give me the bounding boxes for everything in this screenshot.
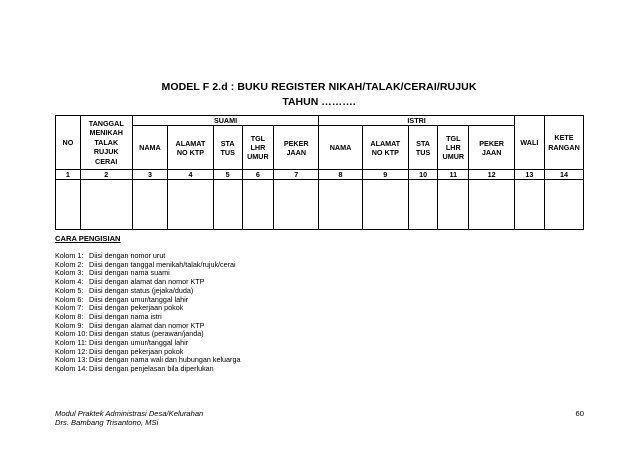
list-item: Kolom 8: Diisi dengan nama istri — [55, 311, 162, 321]
list-item: Kolom 11: Diisi dengan umur/tanggal lahir — [55, 338, 189, 348]
header-istri: ISTRI — [319, 116, 514, 126]
col-num-9: 9 — [362, 170, 408, 180]
col-num-3: 3 — [132, 170, 168, 180]
list-item: Kolom 1: Diisi dengan nomor urut — [55, 251, 166, 260]
header-wali: WALI — [514, 116, 544, 170]
col-num-12: 12 — [469, 170, 514, 180]
list-item: Kolom 10: Diisi dengan status (perawan/janda) — [55, 329, 204, 339]
header-suami-alamat: ALAMAT NO KTP — [168, 126, 213, 170]
document-title: MODEL F 2.d : BUKU REGISTER NIKAH/TALAK/CERAI/RUJUK — [161, 81, 477, 93]
col-num-4: 4 — [168, 170, 213, 180]
header-istri-pekerjaan: PEKER JAAN — [469, 126, 514, 170]
col-num-2: 2 — [80, 170, 132, 180]
col-num-5: 5 — [213, 170, 242, 180]
header-istri-tgl-lahir: TGL LHR UMUR — [438, 126, 469, 170]
footer — [55, 409, 203, 427]
col-num-10: 10 — [409, 170, 438, 180]
list-item: Kolom 12: Diisi dengan pekerjaan pokok — [55, 346, 184, 356]
empty-data-row — [56, 180, 584, 230]
list-item: Kolom 9: Diisi dengan alamat dan nomor KTP — [55, 320, 205, 330]
col-num-7: 7 — [274, 170, 319, 180]
header-keterangan: KETE RANGAN — [545, 116, 584, 170]
col-num-13: 13 — [514, 170, 544, 180]
document-year: TAHUN ………. — [282, 96, 356, 108]
list-item: Kolom 6: Diisi dengan umur/tanggal lahir — [55, 294, 189, 304]
col-num-8: 8 — [319, 170, 362, 180]
header-suami-status: STA TUS — [213, 126, 242, 170]
list-item: Kolom 2: Diisi dengan tanggal menikah/talak/rujuk/cerai — [55, 259, 236, 269]
footer-author: Drs. Bambang Trisantono, MSi — [55, 418, 159, 427]
header-istri-status: STA TUS — [409, 126, 438, 170]
header-suami-tgl-lahir: TGL LHR UMUR — [242, 126, 273, 170]
list-item: Kolom 14: Diisi dengan penjelasan bila diperlukan — [55, 364, 214, 374]
list-item: Kolom 7: Diisi dengan pekerjaan pokok — [55, 303, 184, 313]
col-num-11: 11 — [438, 170, 469, 180]
column-number-row — [56, 170, 584, 180]
header-tanggal: TANGGAL MENIKAH TALAK RUJUK CERAI — [80, 116, 132, 170]
list-item: Kolom 13: Diisi dengan nama wali dan hubungan keluarga — [55, 355, 241, 365]
footer-module-title: Modul Praktek Administrasi Desa/Kelurahan — [55, 409, 204, 418]
col-num-1: 1 — [56, 170, 81, 180]
header-no: NO — [56, 116, 81, 170]
header-istri-alamat: ALAMAT NO KTP — [362, 126, 408, 170]
col-num-14: 14 — [545, 170, 584, 180]
header-suami: SUAMI — [132, 116, 319, 126]
page-number: 60 — [575, 409, 584, 418]
cara-pengisian-heading: CARA PENGISIAN — [55, 234, 121, 243]
list-item: Kolom 5: Diisi dengan status (jejaka/duda) — [55, 285, 194, 295]
header-suami-pekerjaan: PEKER JAAN — [274, 126, 319, 170]
list-item: Kolom 4: Diisi dengan alamat dan nomor KTP — [55, 277, 205, 287]
header-istri-nama: NAMA — [319, 126, 362, 170]
register-table — [55, 115, 584, 230]
header-suami-nama: NAMA — [132, 126, 168, 170]
instruction-list — [55, 252, 240, 374]
col-num-6: 6 — [242, 170, 273, 180]
list-item: Kolom 3: Diisi dengan nama suami — [55, 268, 170, 278]
